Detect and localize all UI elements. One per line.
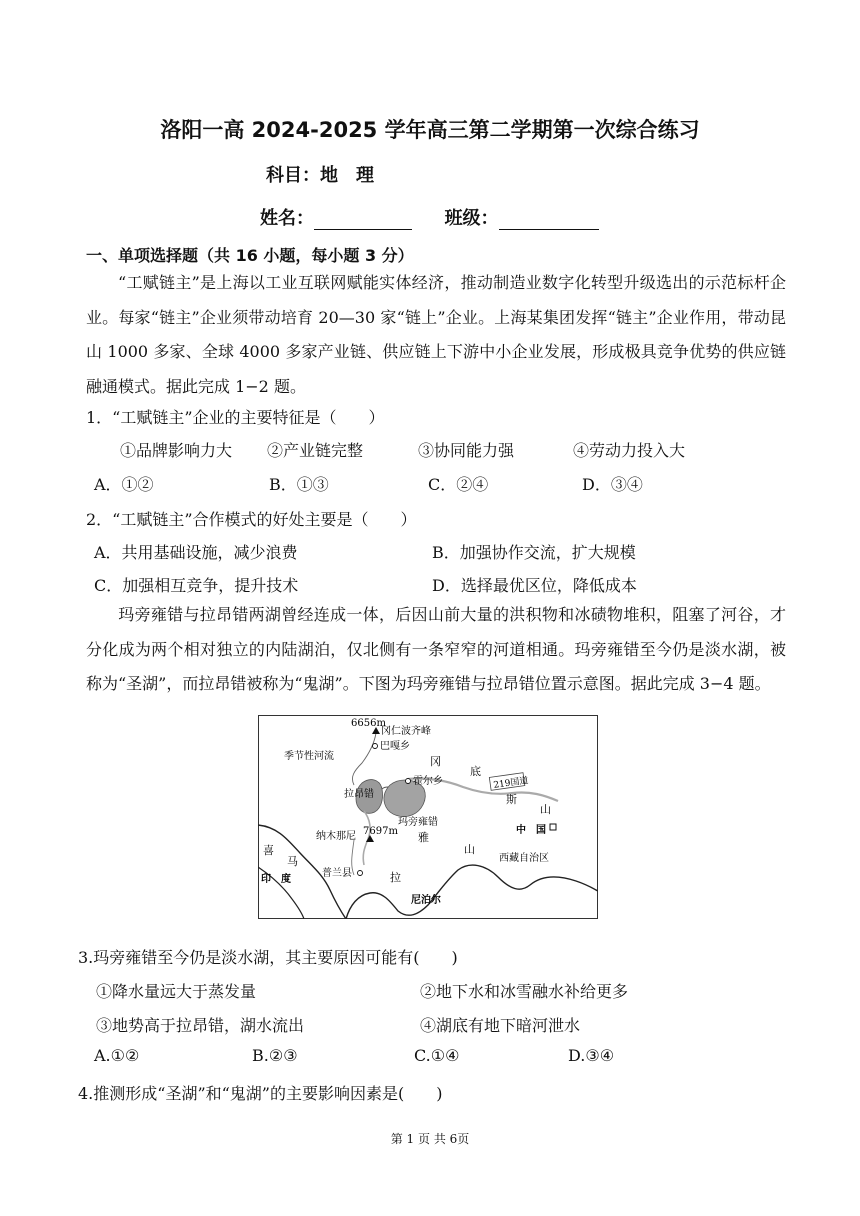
question-1-stem: 1．“工赋链主”企业的主要特征是（ ） <box>86 408 385 427</box>
q3-choice-c[interactable]: C.①④ <box>414 1046 460 1065</box>
class-label: 班级： <box>444 208 499 229</box>
q3-choice-a[interactable]: A.①② <box>94 1046 140 1065</box>
nepal-label: 尼泊尔 <box>411 895 441 906</box>
range-char-gang: 冈 <box>430 755 441 768</box>
india-label: 印 度 <box>261 874 291 885</box>
q1-item-4: ④劳动力投入大 <box>573 441 686 460</box>
q2-choice-d[interactable]: D．选择最优区位，降低成本 <box>432 576 637 595</box>
baga-label: 巴嘎乡 <box>380 741 410 752</box>
question-2-stem: 2．“工赋链主”合作模式的好处主要是（ ） <box>86 510 417 529</box>
peak-2-name: 纳木那尼 <box>316 831 356 842</box>
q3-choice-b[interactable]: B.②③ <box>252 1046 298 1065</box>
baga-town-icon <box>373 744 378 749</box>
range-char-la: 拉 <box>390 871 401 884</box>
q1-choice-c[interactable]: C．②④ <box>428 475 489 494</box>
road-label: 219国道 <box>492 776 530 791</box>
question-3-stem: 3.玛旁雍错至今仍是淡水湖，其主要原因可能有( ) <box>78 948 458 967</box>
range-char-ya: 雅 <box>418 831 429 844</box>
q3-item-4: ④湖底有地下暗河泄水 <box>420 1016 581 1035</box>
lake-location-map <box>258 715 598 919</box>
name-label: 姓名： <box>260 208 314 229</box>
q1-item-2: ②产业链完整 <box>267 441 364 460</box>
range-char-xi: 喜 <box>263 844 274 857</box>
passage-2: 玛旁雍错与拉昂错两湖曾经连成一体，后因山前大量的洪积物和冰碛物堆积，阻塞了河谷，才分化成为两个相对独立的内陆湖泊，仅北侧有一条窄窄的河道相通。玛旁雍错至今仍是淡水湖，被称为“圣湖”，而拉昂错被称为“鬼湖”。下图为玛旁雍错与拉昂错位置示意图。据此完成 3−4 题。 <box>86 605 786 693</box>
peak-1-name: 冈仁波齐峰 <box>381 726 431 737</box>
subject-line: 科目：地 理 <box>266 165 374 186</box>
passage-1: “工赋链主”是上海以工业互联网赋能实体经济，推动制造业数字化转型升级选出的示范标杆企业。每家“链主”企业须带动培育 20—30 家“链上”企业。上海某集团发挥“链主”企业作用，带动昆山 1000 多家、全球 4000 多家产业链、供应链上下游中小企业发展，形成极具竞争优势的供应链融通模式。据此完成 1−2 题。 <box>86 273 786 396</box>
range-char-shan2: 山 <box>464 843 475 856</box>
peak-2-elevation: 7697m <box>363 826 398 837</box>
q1-choice-d[interactable]: D．③④ <box>582 475 643 494</box>
peak-1-elevation: 6656m <box>351 718 386 729</box>
q2-choice-c[interactable]: C．加强相互竞争，提升技术 <box>94 576 299 595</box>
xizang-label: 西藏自治区 <box>499 853 549 864</box>
laang-label: 拉昂错 <box>344 789 374 800</box>
q1-item-3: ③协同能力强 <box>418 441 515 460</box>
page-footer: 第 1 页 共 6页 <box>390 1132 470 1146</box>
huoer-label: 霍尔乡 <box>413 776 443 787</box>
mapang-label: 玛旁雍错 <box>398 817 438 828</box>
seasonal-river-label: 季节性河流 <box>284 751 334 762</box>
q1-item-1: ①品牌影响力大 <box>120 441 233 460</box>
q2-choice-b[interactable]: B．加强协作交流，扩大规模 <box>432 543 636 562</box>
q2-choice-a[interactable]: A．共用基础设施，减少浪费 <box>94 543 298 562</box>
q3-item-2: ②地下水和冰雪融水补给更多 <box>420 982 629 1001</box>
section-heading: 一、单项选择题（共 16 小题，每小题 3 分） <box>86 246 414 265</box>
q1-choice-a[interactable]: A．①② <box>94 475 154 494</box>
pulan-town-icon <box>358 871 363 876</box>
question-4-stem: 4.推测形成“圣湖”和“鬼湖”的主要影响因素是( ) <box>78 1084 443 1103</box>
range-char-di: 底 <box>470 765 481 778</box>
china-label: 中 国 <box>516 825 546 836</box>
q1-choice-b[interactable]: B．①③ <box>269 475 329 494</box>
range-char-ma: 马 <box>287 855 298 868</box>
huoer-town-icon <box>406 779 411 784</box>
class-blank <box>499 211 599 230</box>
pulan-label: 普兰县 <box>322 868 352 879</box>
q3-item-1: ①降水量远大于蒸发量 <box>96 982 257 1001</box>
q3-choice-d[interactable]: D.③④ <box>568 1046 615 1065</box>
q3-item-3: ③地势高于拉昂错，湖水流出 <box>96 1016 305 1035</box>
name-blank <box>314 211 412 230</box>
page-title: 洛阳一高 2024-2025 学年高三第二学期第一次综合练习 <box>160 118 700 142</box>
range-char-shan: 山 <box>540 803 551 816</box>
name-class-row <box>260 204 599 230</box>
range-char-si: 斯 <box>506 793 517 806</box>
